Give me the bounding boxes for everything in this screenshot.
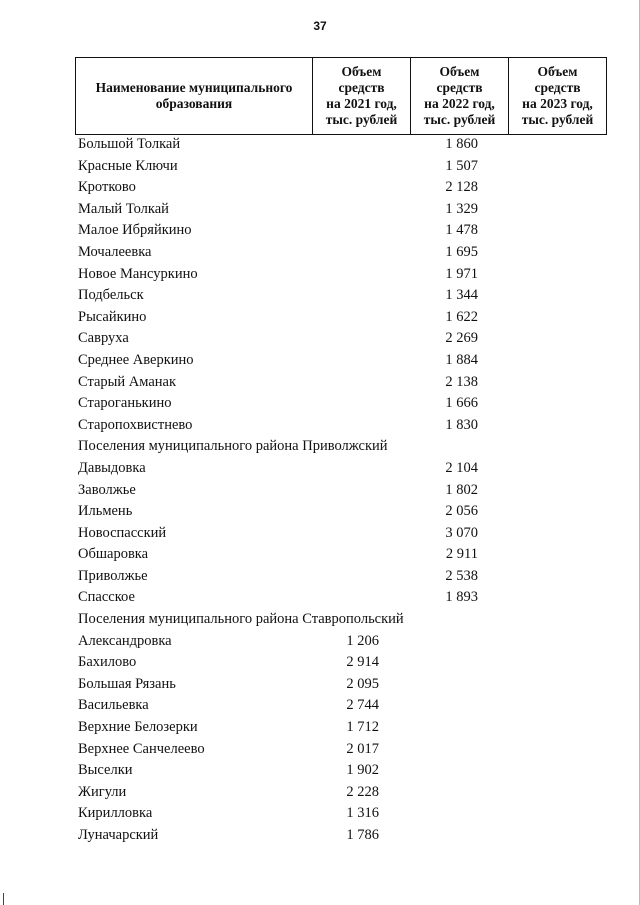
municipality-name: Жигули [78, 783, 127, 800]
municipality-name: Давыдовка [78, 459, 146, 476]
table-row [0, 523, 640, 545]
table-row [0, 220, 640, 242]
municipality-name: Кирилловка [78, 805, 153, 822]
table-row [0, 372, 640, 394]
municipality-name: Васильевка [78, 697, 149, 714]
value-2022: 1 478 [445, 222, 478, 239]
municipality-name: Ильмень [78, 503, 133, 520]
value-2022: 1 971 [445, 265, 478, 282]
table-row [0, 544, 640, 566]
header-name-column: Наименование муниципального образования [76, 58, 313, 134]
table-row [0, 566, 640, 588]
value-2021: 1 206 [346, 632, 379, 649]
table-row [0, 328, 640, 350]
value-2021: 2 914 [346, 654, 379, 671]
header-2022-column: Объем средств на 2022 год, тыс. рублей [411, 58, 509, 134]
table-row [0, 652, 640, 674]
table-row [0, 480, 640, 502]
table-row [0, 415, 640, 437]
table-row [0, 760, 640, 782]
municipality-name: Подбельск [78, 287, 144, 304]
value-2022: 2 138 [445, 373, 478, 390]
value-2022: 2 104 [445, 459, 478, 476]
municipality-name: Обшаровка [78, 546, 149, 563]
value-2022: 1 830 [445, 416, 478, 433]
value-2022: 1 860 [445, 136, 478, 152]
value-2022: 3 070 [445, 524, 478, 541]
table-row [0, 825, 640, 847]
table-row [0, 242, 640, 264]
value-2022: 2 269 [445, 330, 478, 347]
municipality-name: Приволжье [78, 567, 148, 584]
municipality-name: Красные Ключи [78, 157, 178, 174]
table-row [0, 156, 640, 178]
table-row [0, 501, 640, 523]
municipality-name: Бахилово [78, 654, 137, 671]
municipality-name: Новое Мансуркино [78, 265, 198, 282]
value-2022: 2 128 [445, 179, 478, 196]
municipality-name: Выселки [78, 762, 133, 779]
table-row [0, 199, 640, 221]
value-2022: 1 329 [445, 200, 478, 217]
table-row [0, 177, 640, 199]
municipality-name: Новоспасский [78, 524, 167, 541]
value-2022: 2 538 [445, 567, 478, 584]
municipality-name: Рысайкино [78, 308, 147, 325]
section-heading-row [0, 609, 640, 631]
municipality-name: Среднее Аверкино [78, 351, 194, 368]
municipality-name: Заволжье [78, 481, 136, 498]
value-2021: 1 902 [346, 762, 379, 779]
value-2021: 1 786 [346, 827, 379, 843]
municipality-name: Савруха [78, 330, 129, 347]
page-number: 37 [313, 19, 327, 33]
section-heading: Поселения муниципального района Ставропольский [78, 611, 404, 628]
table-row [0, 264, 640, 286]
municipality-name: Староганькино [78, 395, 172, 412]
value-2021: 2 017 [346, 740, 379, 757]
municipality-name: Мочалеевка [78, 243, 152, 260]
table-row [0, 285, 640, 307]
table-row [0, 674, 640, 696]
municipality-name: Верхнее Санчелеево [78, 740, 205, 757]
municipality-name: Спасское [78, 589, 135, 606]
value-2022: 1 884 [445, 351, 478, 368]
table-row [0, 782, 640, 804]
scan-mark [3, 893, 4, 905]
municipality-name: Большой Толкай [78, 136, 181, 152]
value-2022: 1 893 [445, 589, 478, 606]
value-2021: 2 095 [346, 675, 379, 692]
table-row [0, 350, 640, 372]
municipality-name: Верхние Белозерки [78, 719, 198, 736]
table-header [75, 57, 607, 135]
value-2022: 1 802 [445, 481, 478, 498]
table-row [0, 695, 640, 717]
table-row [0, 393, 640, 415]
municipality-name: Малый Толкай [78, 200, 169, 217]
table-row [0, 717, 640, 739]
table-body [0, 134, 640, 847]
municipality-name: Александровка [78, 632, 172, 649]
table-row [0, 307, 640, 329]
value-2021: 2 228 [346, 783, 379, 800]
municipality-name: Кротково [78, 179, 136, 196]
value-2022: 1 344 [445, 287, 478, 304]
table-row [0, 739, 640, 761]
value-2021: 1 712 [346, 719, 379, 736]
value-2022: 1 622 [445, 308, 478, 325]
municipality-name: Луначарский [78, 827, 159, 843]
value-2021: 1 316 [346, 805, 379, 822]
header-2021-column: Объем средств на 2021 год, тыс. рублей [313, 58, 411, 134]
value-2022: 2 056 [445, 503, 478, 520]
value-2022: 1 695 [445, 243, 478, 260]
section-heading-row [0, 436, 640, 458]
table-row [0, 587, 640, 609]
table-row [0, 631, 640, 653]
municipality-name: Большая Рязань [78, 675, 176, 692]
value-2022: 1 666 [445, 395, 478, 412]
value-2022: 2 911 [445, 546, 478, 563]
table-row [0, 803, 640, 825]
value-2022: 1 507 [445, 157, 478, 174]
header-2023-column: Объем средств на 2023 год, тыс. рублей [521, 64, 594, 127]
section-heading: Поселения муниципального района Приволжский [78, 438, 388, 455]
municipality-name: Старый Аманак [78, 373, 177, 390]
municipality-name: Малое Ибряйкино [78, 222, 192, 239]
table-row [0, 134, 640, 156]
table-row [0, 458, 640, 480]
municipality-name: Старопохвистнево [78, 416, 193, 433]
value-2021: 2 744 [346, 697, 379, 714]
